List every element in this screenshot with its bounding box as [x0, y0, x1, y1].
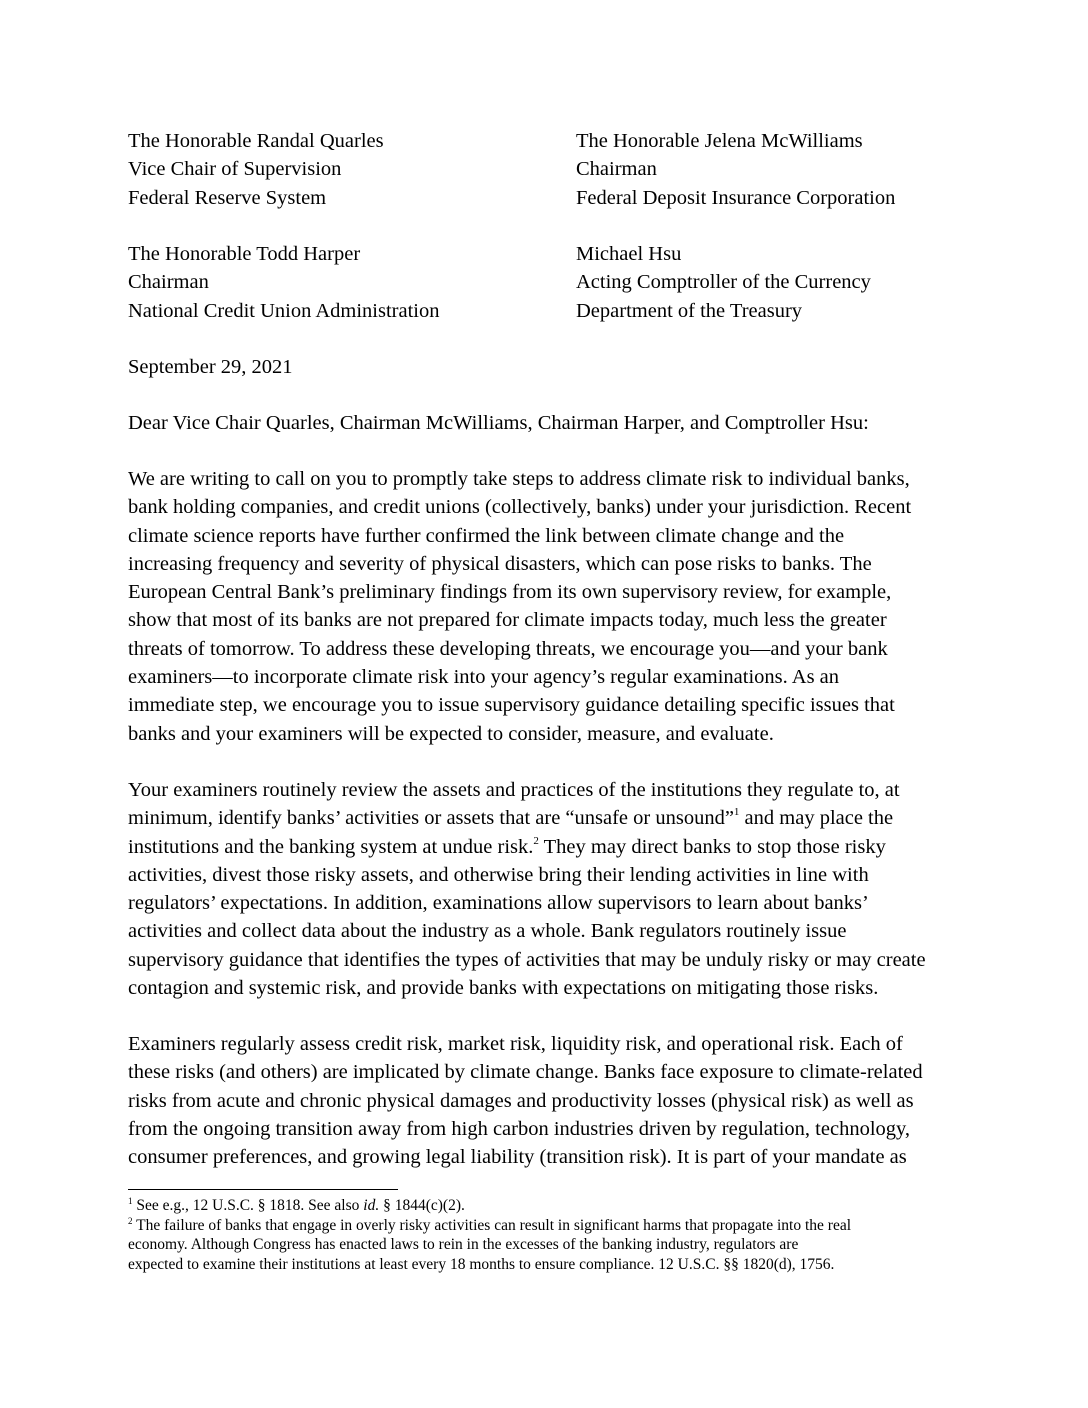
footnote-2-continued: economy. Although Congress has enacted laws to rein in the excesses of the banking industry, regulators are	[128, 1236, 799, 1253]
footnote-ref-2[interactable]: 2	[533, 834, 539, 847]
body-paragraph-3	[128, 1030, 963, 1171]
recipient-agency: Federal Reserve System	[128, 186, 327, 209]
recipient-title: Acting Comptroller of the Currency	[576, 271, 871, 294]
footnotes	[128, 1196, 968, 1274]
footnote-ref-1[interactable]: 1	[733, 806, 740, 819]
body-paragraph-2	[128, 776, 963, 1002]
paragraph-line: regulators’ expectations. In addition, examinations allow supervisors to learn about banks’	[128, 892, 869, 915]
paragraph-line: risks from acute and chronic physical damages and productivity losses (physical risk) as well as	[128, 1089, 914, 1112]
paragraph-line: immediate step, we encourage you to issue supervisory guidance detailing specific issues that	[128, 694, 895, 717]
paragraph-line: contagion and systemic risk, and provide banks with expectations on mitigating those risks.	[128, 977, 879, 1000]
recipient-title: Vice Chair of Supervision	[128, 158, 342, 181]
recipient-agency: Department of the Treasury	[576, 299, 803, 322]
footnote-divider	[128, 1189, 398, 1190]
footnote-2	[128, 1216, 968, 1236]
line-text: minimum, identify banks’ activities or assets that are “unsafe or unsound”	[128, 807, 734, 830]
paragraph-line: increasing frequency and severity of physical disasters, which can pose risks to banks. The	[128, 552, 872, 575]
recipient-agency: National Credit Union Administration	[128, 299, 440, 322]
paragraph-line: consumer preferences, and growing legal liability (transition risk). It is part of your mandate as	[128, 1146, 907, 1169]
paragraph-line: from the ongoing transition away from high carbon industries driven by regulation, technology,	[128, 1117, 911, 1140]
paragraph-line: show that most of its banks are not prepared for climate impacts today, much less the greater	[128, 609, 887, 632]
recipient-name: Michael Hsu	[576, 243, 682, 265]
recipient-block-harper	[128, 240, 439, 325]
footnote-number: 2	[128, 1215, 133, 1226]
footnote-2-continued: expected to examine their institutions at least every 18 months to ensure compliance. 12 U.S.C. §§ 1820(d), 1756.	[128, 1255, 835, 1273]
paragraph-line: examiners—to incorporate climate risk into your agency’s regular examinations. As an	[128, 666, 840, 689]
footnote-number: 1	[128, 1196, 133, 1206]
paragraph-line: climate science reports have further confirmed the link between climate change and the	[128, 524, 845, 547]
recipient-agency: Federal Deposit Insurance Corporation	[576, 186, 896, 209]
paragraph-line: Examiners regularly assess credit risk, market risk, liquidity risk, and operational risk. Each of	[128, 1033, 903, 1055]
paragraph-line: these risks (and others) are implicated by climate change. Banks face exposure to climate-related	[128, 1061, 923, 1084]
footnote-text: See e.g., 12 U.S.C. § 1818. See also	[132, 1197, 364, 1214]
recipient-title: Chairman	[576, 158, 657, 181]
footnote-citation-id: id.	[363, 1197, 380, 1214]
footnote-text: The failure of banks that engage in overly risky activities can result in significant harms that propagate into the real	[132, 1216, 852, 1234]
paragraph-line	[128, 804, 963, 832]
footnote-1	[128, 1196, 968, 1216]
paragraph-line: Your examiners routinely review the assets and practices of the institutions they regulate to, at	[128, 779, 900, 801]
recipient-block-hsu	[576, 240, 871, 325]
paragraph-line: activities, divest those risky assets, and otherwise bring their lending activities in line with	[128, 863, 869, 886]
paragraph-line: bank holding companies, and credit unions (collectively, banks) under your jurisdiction. Recent	[128, 496, 912, 519]
paragraph-line: threats of tomorrow. To address these developing threats, we encourage you—and your bank	[128, 637, 888, 660]
paragraph-line: European Central Bank’s preliminary findings from its own supervisory review, for example,	[128, 581, 892, 604]
paragraph-line: activities and collect data about the industry as a whole. Bank regulators routinely issue	[128, 920, 847, 943]
body-paragraph-1	[128, 465, 963, 748]
line-text: institutions and the banking system at undue risk.	[128, 835, 534, 858]
paragraph-line: banks and your examiners will be expected to consider, measure, and evaluate.	[128, 722, 774, 745]
recipient-name: The Honorable Todd Harper	[128, 243, 361, 265]
salutation: Dear Vice Chair Quarles, Chairman McWilliams, Chairman Harper, and Comptroller Hsu:	[128, 412, 869, 434]
recipient-name: The Honorable Jelena McWilliams	[576, 130, 863, 152]
paragraph-line	[128, 833, 963, 861]
recipient-block-quarles	[128, 127, 384, 212]
letter-date: September 29, 2021	[128, 356, 293, 378]
recipient-name: The Honorable Randal Quarles	[128, 130, 384, 152]
paragraph-line: supervisory guidance that identifies the types of activities that may be unduly risky or may create	[128, 948, 926, 971]
paragraph-line: We are writing to call on you to promptly take steps to address climate risk to individual banks,	[128, 468, 910, 490]
line-text: They may direct banks to stop those risky	[538, 835, 886, 858]
footnote-text: § 1844(c)(2).	[379, 1197, 465, 1214]
line-text: and may place the	[739, 807, 894, 830]
recipient-title: Chairman	[128, 271, 209, 294]
recipient-block-mcwilliams	[576, 127, 895, 212]
